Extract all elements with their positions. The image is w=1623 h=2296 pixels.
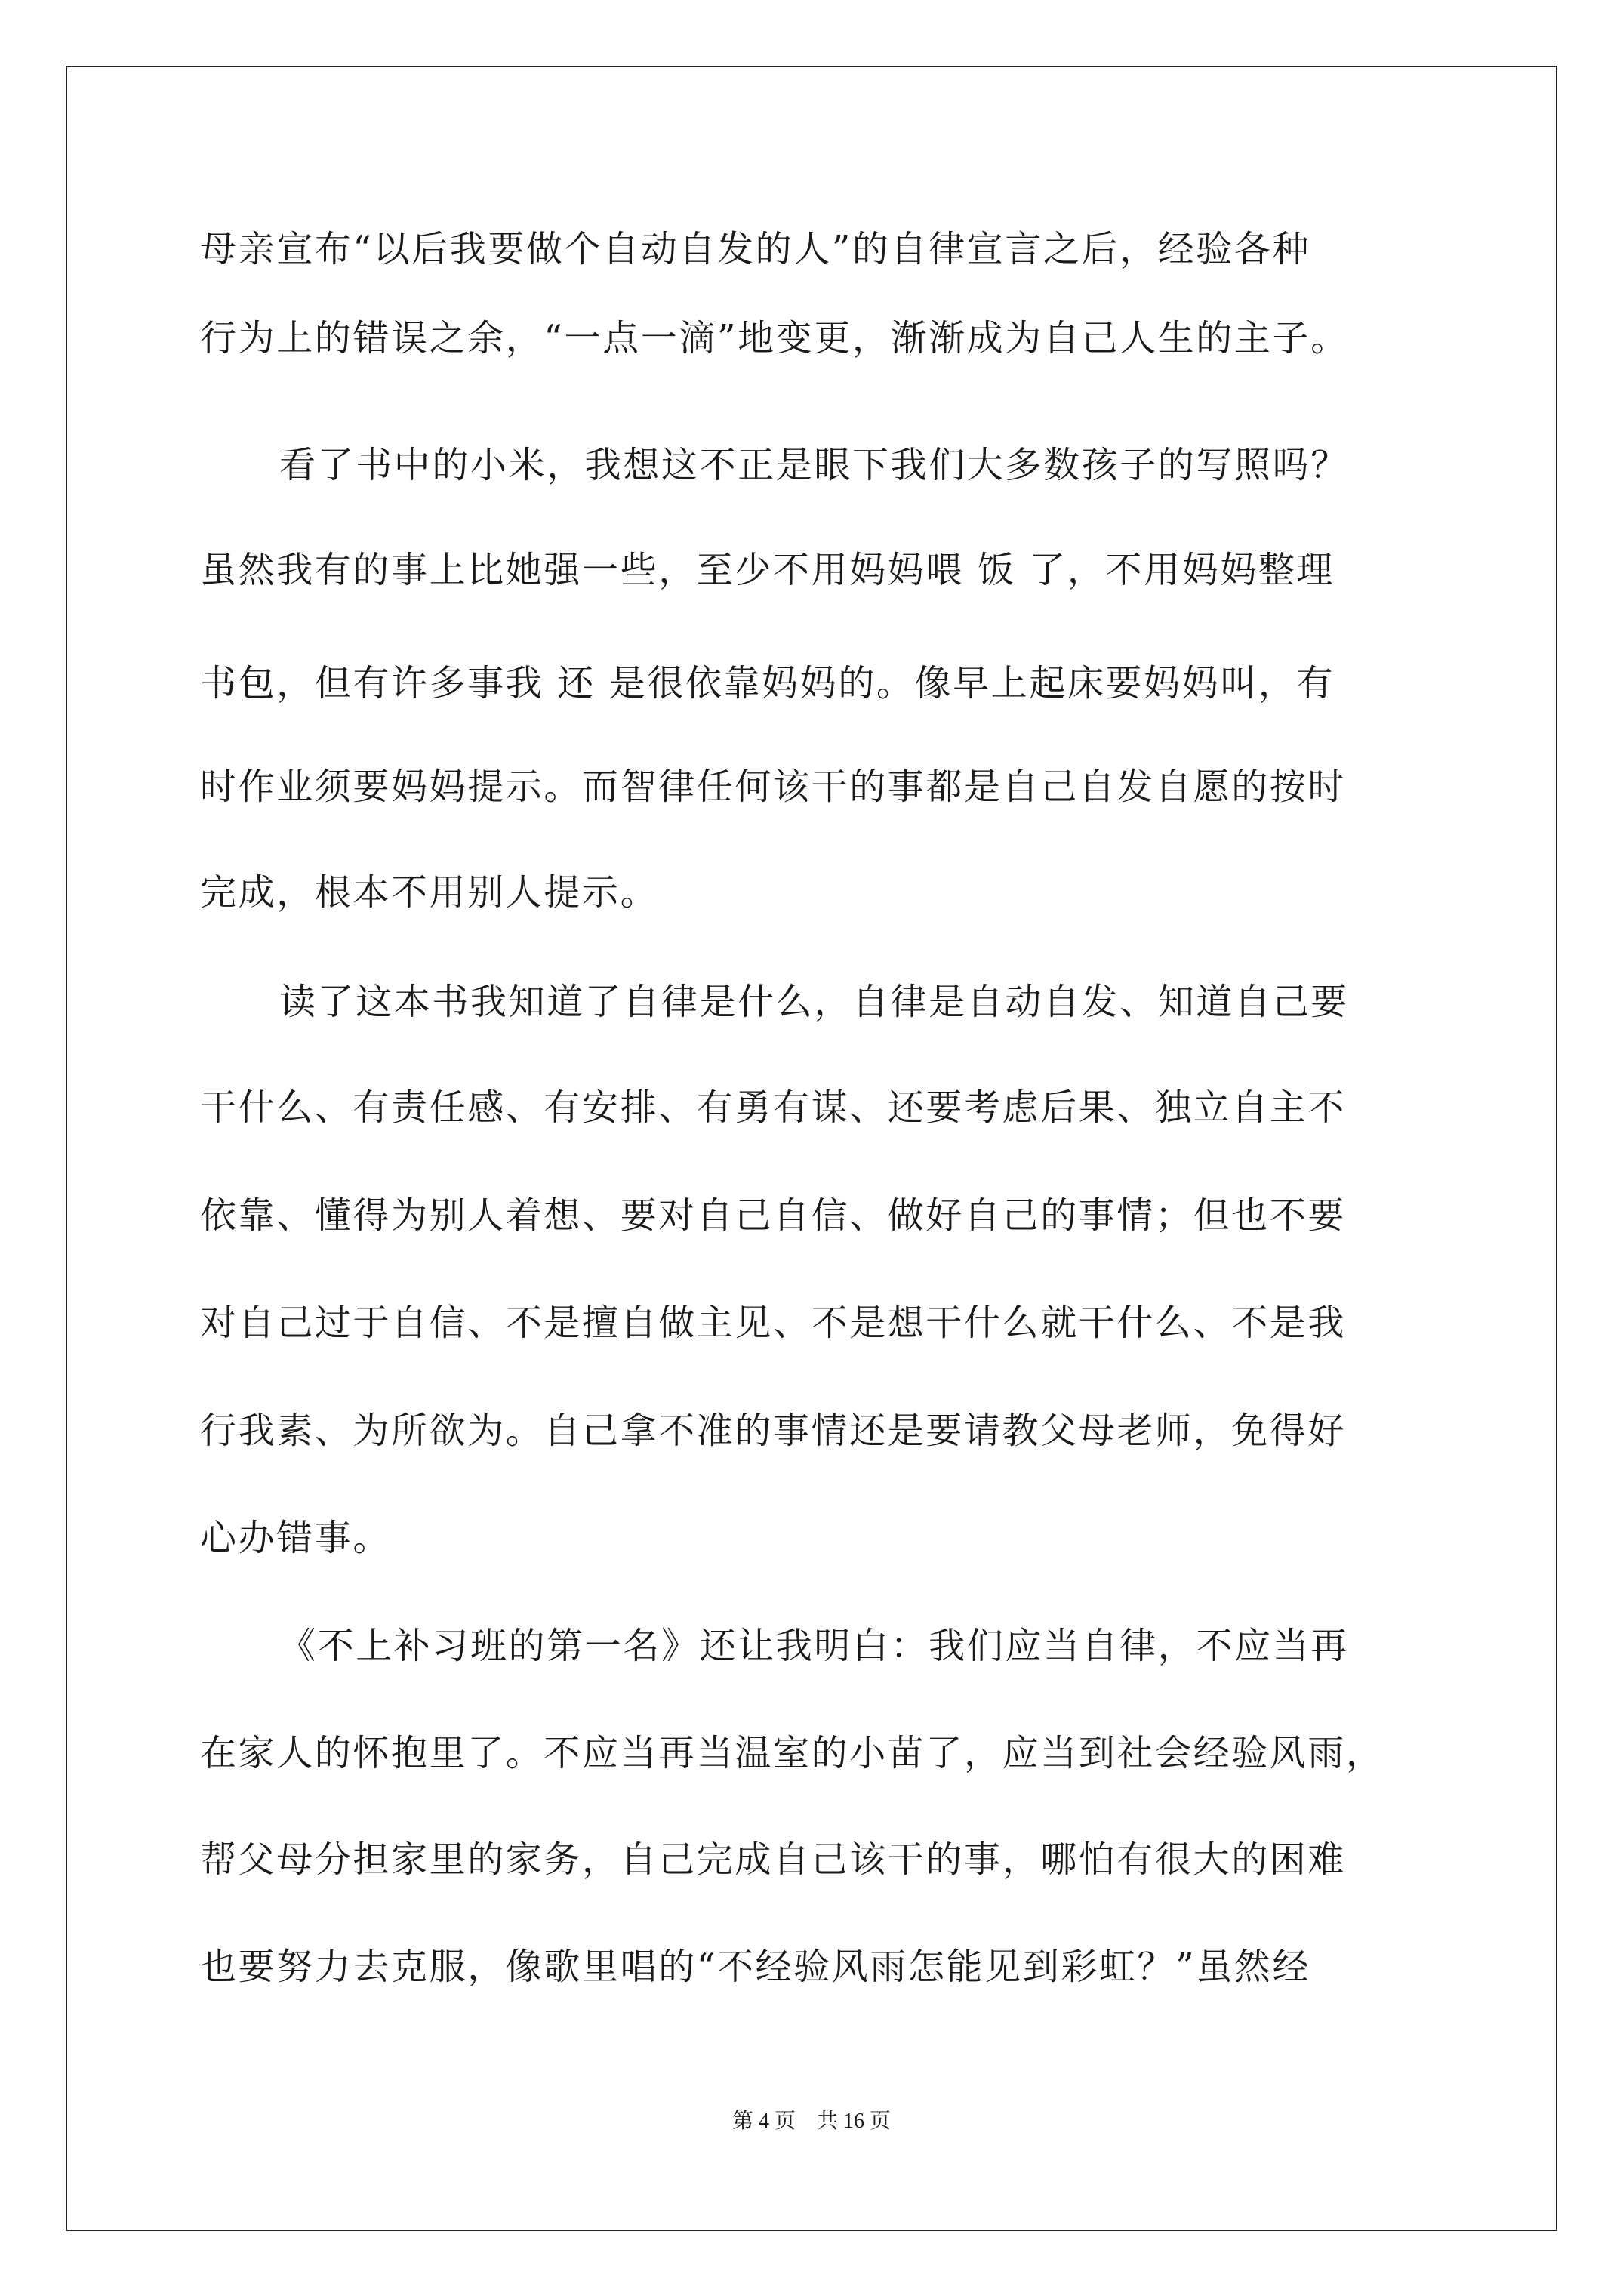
text-line: 书包，但有许多事我 还 是很依靠妈妈的。像早上起床要妈妈叫，有 [200,662,1335,704]
text-line: 在家人的怀抱里了。不应当再当温室的小苗了，应当到社会经验风雨， [200,1732,1384,1774]
text-line: 时作业须要妈妈提示。而智律任何该干的事都是自己自发自愿的按时 [200,766,1347,808]
text-line: 干什么、有责任感、有安排、有勇有谋、还要考虑后果、独立自主不 [200,1086,1347,1129]
text-line: 母亲宣布“以后我要做个自动自发的人”的自律宣言之后，经验各种 [200,228,1311,270]
text-line: 行为上的错误之余，“一点一滴”地变更，渐渐成为自己人生的主子。 [200,317,1349,359]
text-line: 读了这本书我知道了自律是什么，自律是自动自发、知道自己要 [279,981,1349,1023]
text-line: 也要努力去克服，像歌里唱的“不经验风雨怎能见到彩虹？”虽然经 [200,1946,1311,1988]
page-number: 第 4 页 共 16 页 [731,2110,891,2133]
text-line: 完成，根本不用别人提示。 [200,871,659,914]
text-line: 看了书中的小米，我想这不正是眼下我们大多数孩子的写照吗？ [279,444,1349,486]
text-line: 对自己过于自信、不是擅自做主见、不是想干什么就干什么、不是我 [200,1302,1347,1344]
text-line: 帮父母分担家里的家务，自己完成自己该干的事，哪怕有很大的困难 [200,1838,1347,1881]
text-line: 依靠、懂得为别人着想、要对自己自信、做好自己的事情；但也不要 [200,1194,1347,1237]
text-line: 虽然我有的事上比她强一些，至少不用妈妈喂 饭 了，不用妈妈整理 [200,549,1335,591]
text-line: 行我素、为所欲为。自己拿不准的事情还是要请教父母老师，免得好 [200,1410,1347,1452]
text-line: 心办错事。 [200,1517,392,1559]
page-border [66,66,1557,2231]
text-line: 《不上补习班的第一名》还让我明白：我们应当自律，不应当再 [279,1625,1349,1667]
